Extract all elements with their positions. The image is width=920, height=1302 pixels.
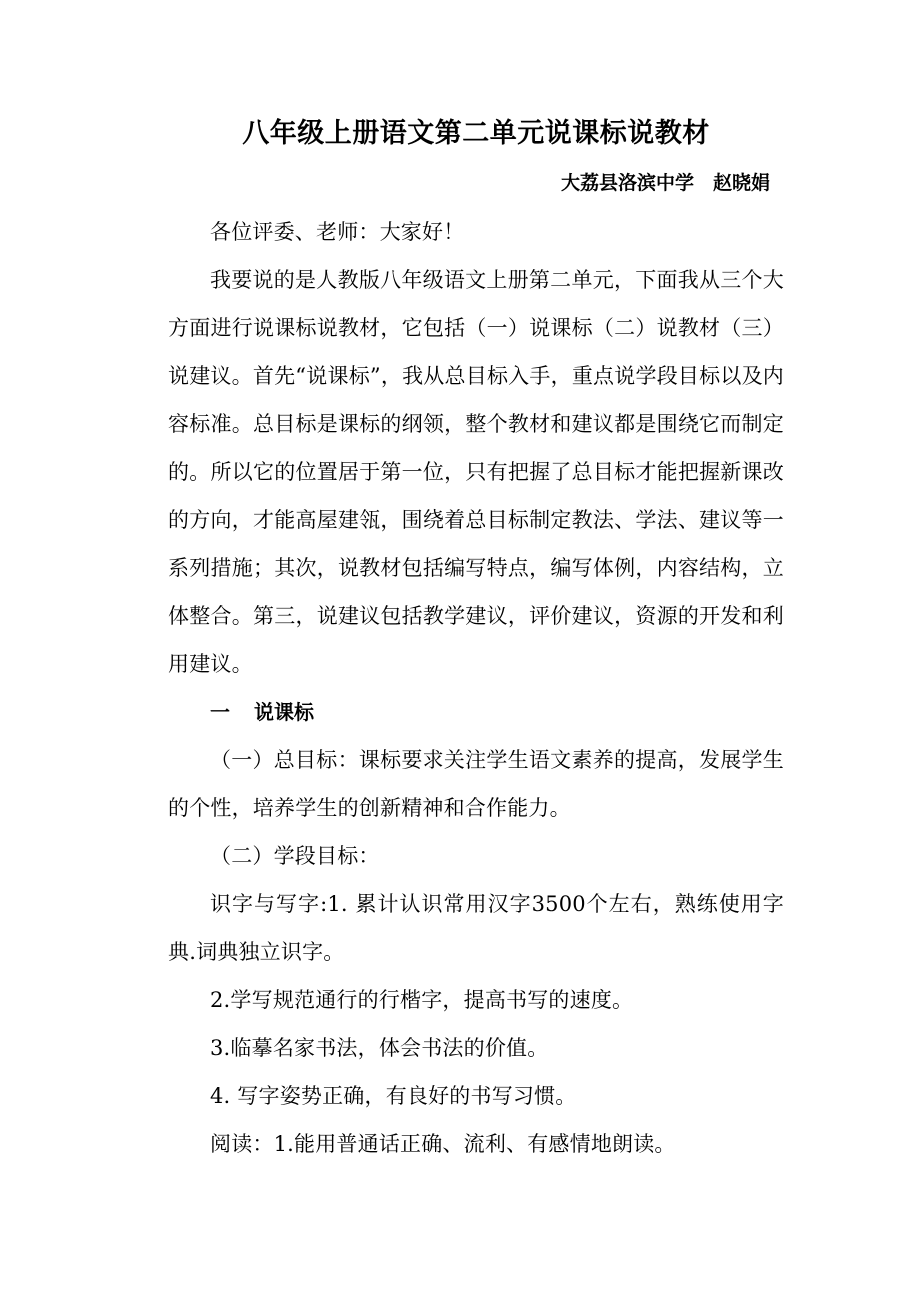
reading-item-1: 阅读：1.能用普通话正确、流利、有感情地朗读。 (210, 1132, 676, 1156)
literacy-item-1: 识字与写字:1. 累计认识常用汉字3500个左右，熟练使用字典.词典独立识字。 (168, 892, 784, 964)
section-title: 说课标 (254, 700, 314, 724)
overall-goal-paragraph: （一）总目标：课标要求关注学生语文素养的提高，发展学生的个性，培养学生的创新精神和合作能力。 (168, 748, 784, 820)
document-body (168, 110, 784, 1168)
literacy-item-3: 3.临摹名家书法，体会书法的价值。 (210, 1036, 549, 1060)
greeting-paragraph: 各位评委、老师：大家好！ (210, 220, 465, 244)
literacy-item-2: 2.学写规范通行的行楷字，提高书写的速度。 (210, 988, 634, 1012)
section-number: 一 (210, 700, 230, 724)
section-heading-1 (168, 688, 784, 736)
author-line: 大荔县洛滨中学 赵晓娟 (560, 172, 770, 194)
document-title: 八年级上册语文第二单元说课标说教材 (242, 118, 710, 149)
intro-paragraph: 我要说的是人教版八年级语文上册第二单元，下面我从三个大方面进行说课标说教材，它包括（一）说课标（二）说教材（三）说建议。首先“说课标”，我从总目标入手，重点说学段目标以及内容标准。总目标是课标的纲领，整个教材和建议都是围绕它而制定的。所以它的位置居于第一位，只有把握了总目标才能把握新课改的方向，才能高屋建瓴，围绕着总目标制定教法、学法、建议等一系列措施；其次，说教材包括编写特点，编写体例，内容结构，立体整合。第三，说建议包括教学建议，评价建议，资源的开发和利用建议。 (168, 268, 784, 676)
stage-goal-paragraph: （二）学段目标： (210, 844, 380, 868)
literacy-item-4: 4. 写字姿势正确，有良好的书写习惯。 (210, 1084, 577, 1108)
